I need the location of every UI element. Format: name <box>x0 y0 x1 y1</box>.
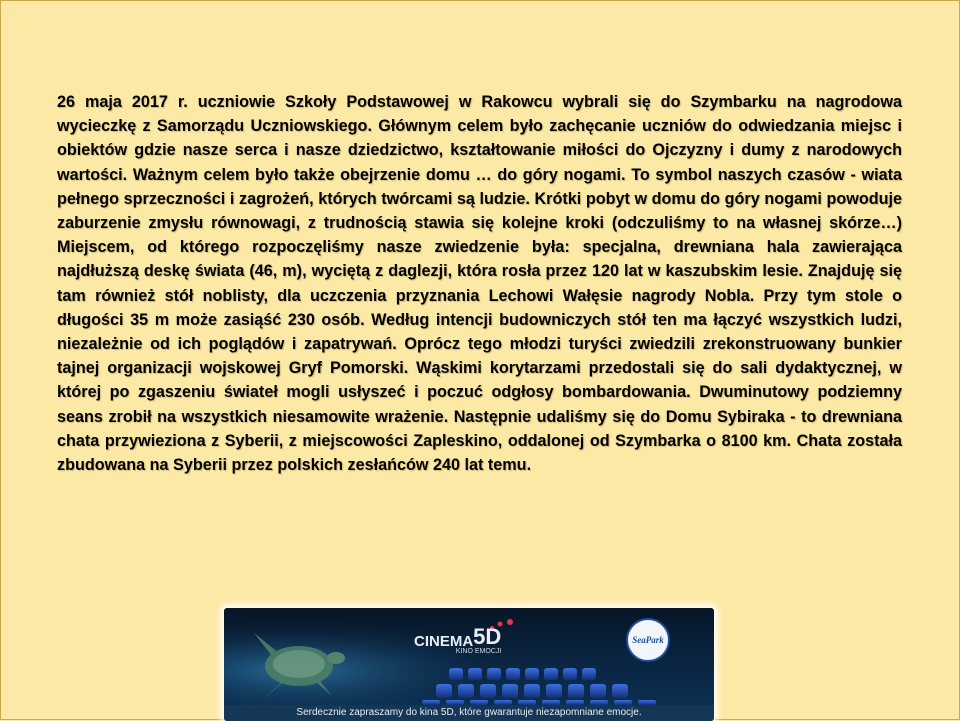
seapark-badge-text: SeaPark <box>632 635 664 645</box>
article-text: 26 maja 2017 r. uczniowie Szkoły Podstawowej w Rakowcu wybrali się do Szymbarku na nagrodowa wycieczkę z Samorządu Uczniowskiego. Głównym celem było zachęcanie uczniów do odwiedzania miejsc i obiektów gdzie nasze serca i nasze dziedzictwo, kształtowanie miłości do Ojczyzny i dumy z narodowych wartości. Ważnym celem było także obejrzenie domu … do góry nogami. To symbol naszych czasów - wiata pełnego sprzeczności i zagrożeń, których twórcami są ludzie. Krótki pobyt w domu do góry nogami powoduje zaburzenie zmysłu równowagi, z trudnością stawia się kolejne kroki (odczuliśmy to na własnej skórze…) Miejscem, od którego rozpoczęliśmy nasze zwiedzenie była: specjalna, drewniana hala zawierająca najdłuższą deskę świata (46, m), wyciętą z daglezji, która rosła przez 120 lat w kaszubskim lesie. Znajduję się tam również stół noblisty, dla uczczenia przyznania Lechowi Wałęsie nagrody Nobla. Przy tym stole o długości 35 m może zasiąść 230 osób. Według intencji budowniczych stół ten ma łączyć wszystkich ludzi, niezależnie od ich poglądów i zapatrywań. Oprócz tego młodzi turyści zwiedzili zrekonstruowany bunkier tajnej organizacji wojskowej Gryf Pomorski. Wąskimi korytarzami przedostali się do sali dydaktycznej, w której po zgaszeniu świateł mogli usłyszeć i poczuć odgłosy bombardowania. Dwuminutowy podziemny seans zrobił na wszystkich niesamowite wrażenie. Następnie udaliśmy się do Domu Sybiraka - to drewniana chata przywieziona z Syberii, z miejscowości Zapleskino, oddalonej od Szymbarka o 8100 km. Chata została zbudowana na Syberii przez polskich zesłańców 240 lat temu. <box>57 93 902 475</box>
logo-5d-word: 5D <box>473 624 502 649</box>
logo-subtitle: KINO EMOCJI <box>455 648 502 655</box>
cinema-5d-logo <box>414 624 501 655</box>
seapark-badge-icon <box>626 618 670 662</box>
logo-cinema-word: CINEMA <box>414 633 474 650</box>
banner-caption: Serdecznie zapraszamy do kina 5D, które gwarantuje niezapomniane emocje. <box>224 705 714 721</box>
cinema-5d-banner <box>224 608 714 721</box>
